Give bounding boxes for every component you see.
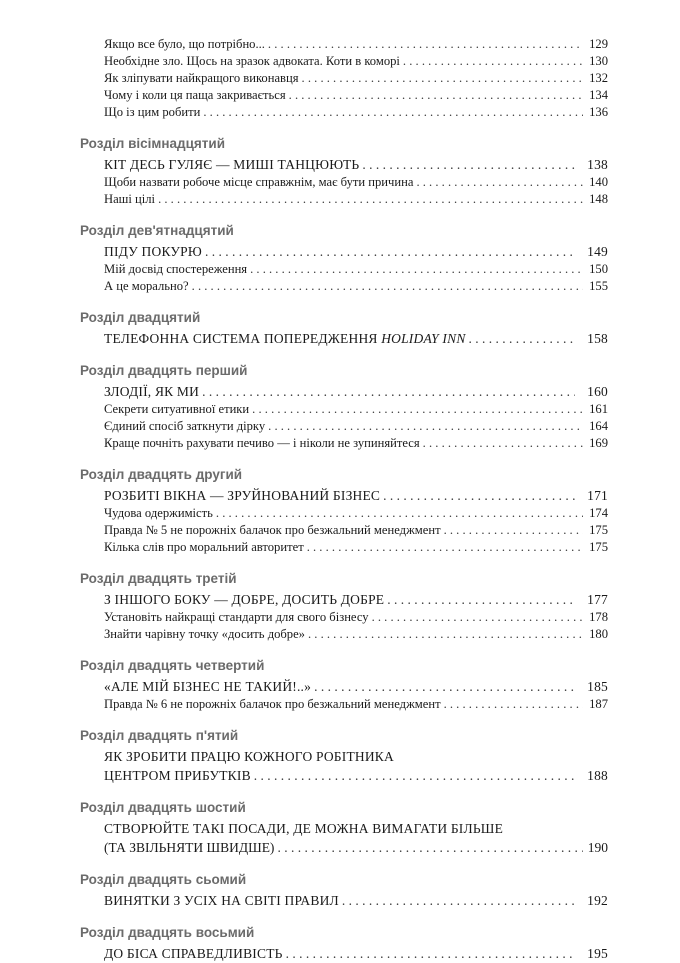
chapter-entry[interactable] bbox=[80, 677, 608, 696]
chapter-title: ПІДУ ПОКУРЮ bbox=[104, 244, 202, 259]
section-heading: Розділ двадцятий bbox=[80, 310, 201, 325]
dot-leader bbox=[314, 677, 575, 696]
section-heading: Розділ двадцять шостий bbox=[80, 800, 246, 815]
section-heading: Розділ вісімнадцятий bbox=[80, 136, 226, 151]
toc-entry[interactable] bbox=[80, 70, 608, 87]
chapter-entry[interactable] bbox=[80, 766, 608, 785]
entry-page: 180 bbox=[589, 627, 608, 641]
dot-leader bbox=[250, 261, 583, 278]
entry-page: 164 bbox=[589, 419, 608, 433]
dot-leader bbox=[158, 191, 583, 208]
entry-title: Секрети ситуативної етики bbox=[104, 402, 250, 416]
chapter-page: 188 bbox=[587, 768, 608, 783]
section-heading: Розділ двадцять п'ятий bbox=[80, 728, 239, 743]
entry-title: Необхідне зло. Щось на зразок адвоката. Коти в коморі bbox=[104, 54, 400, 68]
toc-entry[interactable] bbox=[80, 609, 608, 626]
chapter-entry[interactable] bbox=[80, 944, 608, 963]
section-heading: Розділ двадцять перший bbox=[80, 363, 248, 378]
chapter-title: РОЗБИТІ ВІКНА — ЗРУЙНОВАНИЙ БІЗНЕС bbox=[104, 488, 381, 503]
dot-leader bbox=[252, 401, 583, 418]
toc-entry[interactable] bbox=[80, 36, 608, 53]
dot-leader bbox=[192, 278, 583, 295]
chapter-title: «АЛЕ МІЙ БІЗНЕС НЕ ТАКИЙ!..» bbox=[104, 679, 312, 694]
chapter-entry[interactable] bbox=[80, 590, 608, 609]
chapter-page: 190 bbox=[587, 840, 608, 855]
chapter-title-line[interactable]: СТВОРЮЙТЕ ТАКІ ПОСАДИ, ДЕ МОЖНА ВИМАГАТИ БІЛЬШЕ bbox=[104, 821, 504, 836]
chapter-entry[interactable] bbox=[80, 242, 608, 261]
entry-title: Краще почніть рахувати печиво — і ніколи не зупиняйтеся bbox=[104, 436, 420, 450]
dot-leader bbox=[202, 382, 575, 401]
entry-page: 155 bbox=[589, 279, 608, 293]
entry-title: Якщо все було, що потрібно... bbox=[104, 37, 265, 51]
chapter-title: ЗЛОДІЇ, ЯК МИ bbox=[104, 384, 200, 399]
dot-leader bbox=[423, 435, 583, 452]
chapter-title-line[interactable]: ЯК ЗРОБИТИ ПРАЦЮ КОЖНОГО РОБІТНИКА bbox=[104, 749, 394, 764]
entry-page: 178 bbox=[589, 610, 608, 624]
section-heading: Розділ двадцять четвертий bbox=[80, 658, 265, 673]
entry-title: Кілька слів про моральний авторитет bbox=[104, 540, 304, 554]
entry-title: Мій досвід спостереження bbox=[104, 262, 248, 276]
entry-title: Правда № 5 не порожніх балачок про безжальний менеджмент bbox=[104, 523, 441, 537]
entry-page: 175 bbox=[589, 523, 608, 537]
chapter-title: ВИНЯТКИ З УСІХ НА СВІТІ ПРАВИЛ bbox=[104, 893, 339, 908]
toc-entry[interactable] bbox=[80, 505, 608, 522]
chapter-entry[interactable] bbox=[80, 891, 608, 910]
toc-entry[interactable] bbox=[80, 626, 608, 643]
entry-page: 130 bbox=[589, 54, 608, 68]
toc-entry[interactable] bbox=[80, 53, 608, 70]
toc-entry[interactable] bbox=[80, 174, 608, 191]
entry-page: 187 bbox=[589, 697, 608, 711]
dot-leader bbox=[307, 539, 583, 556]
dot-leader bbox=[383, 486, 575, 505]
chapter-title: КІТ ДЕСЬ ГУЛЯЄ — МИШІ ТАНЦЮЮТЬ bbox=[104, 157, 360, 172]
entry-page: 134 bbox=[589, 88, 608, 102]
entry-page: 174 bbox=[589, 506, 608, 520]
dot-leader bbox=[268, 418, 583, 435]
section-heading: Розділ дев'ятнадцятий bbox=[80, 223, 234, 238]
entry-title: Чудова одержимість bbox=[104, 506, 213, 520]
toc-entry[interactable] bbox=[80, 435, 608, 452]
toc-entry[interactable] bbox=[80, 401, 608, 418]
dot-leader bbox=[277, 838, 583, 857]
dot-leader bbox=[416, 174, 583, 191]
toc-entry[interactable] bbox=[80, 696, 608, 713]
dot-leader bbox=[387, 590, 575, 609]
dot-leader bbox=[444, 696, 583, 713]
entry-page: 129 bbox=[589, 37, 608, 51]
chapter-page: 185 bbox=[587, 679, 608, 694]
chapter-entry[interactable] bbox=[80, 486, 608, 505]
dot-leader bbox=[289, 87, 583, 104]
chapter-entry[interactable] bbox=[80, 329, 608, 348]
toc-entry[interactable] bbox=[80, 522, 608, 539]
toc-entry[interactable] bbox=[80, 87, 608, 104]
entry-title: Як зліпувати найкращого виконавця bbox=[104, 71, 299, 85]
dot-leader bbox=[372, 609, 583, 626]
dot-leader bbox=[469, 329, 575, 348]
chapter-page: 177 bbox=[587, 592, 608, 607]
table-of-contents bbox=[80, 36, 608, 963]
entry-title: Що із цим робити bbox=[104, 105, 201, 119]
toc-entry[interactable] bbox=[80, 278, 608, 295]
dot-leader bbox=[403, 53, 583, 70]
dot-leader bbox=[216, 505, 583, 522]
entry-page: 148 bbox=[589, 192, 608, 206]
entry-title: Знайти чарівну точку «досить добре» bbox=[104, 627, 305, 641]
chapter-title: (ТА ЗВІЛЬНЯТИ ШВИДШЕ) bbox=[104, 840, 275, 855]
chapter-page: 195 bbox=[587, 946, 608, 961]
dot-leader bbox=[205, 242, 575, 261]
section-heading: Розділ двадцять восьмий bbox=[80, 925, 255, 940]
dot-leader bbox=[286, 944, 575, 963]
toc-entry[interactable] bbox=[80, 104, 608, 121]
dot-leader bbox=[308, 626, 583, 643]
chapter-page: 158 bbox=[587, 331, 608, 346]
chapter-title: ЦЕНТРОМ ПРИБУТКІВ bbox=[104, 768, 251, 783]
entry-page: 161 bbox=[589, 402, 608, 416]
brand-name: HOLIDAY INN bbox=[381, 331, 466, 346]
chapter-entry[interactable] bbox=[80, 382, 608, 401]
toc-entry[interactable] bbox=[80, 418, 608, 435]
entry-title: А це морально? bbox=[104, 279, 189, 293]
dot-leader bbox=[342, 891, 575, 910]
chapter-entry[interactable] bbox=[80, 155, 608, 174]
entry-page: 132 bbox=[589, 71, 608, 85]
entry-title: Установіть найкращі стандарти для свого бізнесу bbox=[104, 610, 369, 624]
chapter-title bbox=[104, 329, 466, 348]
entry-title: Чому і коли ця паща закривається bbox=[104, 88, 286, 102]
dot-leader bbox=[362, 155, 575, 174]
entry-title: Щоби назвати робоче місце справжнім, має бути причина bbox=[104, 175, 414, 189]
section-heading: Розділ двадцять другий bbox=[80, 467, 243, 482]
dot-leader bbox=[268, 36, 583, 53]
chapter-page: 149 bbox=[587, 244, 608, 259]
dot-leader bbox=[302, 70, 583, 87]
section-heading: Розділ двадцять сьомий bbox=[80, 872, 247, 887]
entry-page: 136 bbox=[589, 105, 608, 119]
entry-page: 150 bbox=[589, 262, 608, 276]
chapter-page: 192 bbox=[587, 893, 608, 908]
chapter-title: ДО БІСА СПРАВЕДЛИВІСТЬ bbox=[104, 946, 283, 961]
chapter-entry[interactable] bbox=[80, 838, 608, 857]
entry-page: 140 bbox=[589, 175, 608, 189]
toc-entry[interactable] bbox=[80, 191, 608, 208]
entry-title: Наші цілі bbox=[104, 192, 156, 206]
toc-entry[interactable] bbox=[80, 539, 608, 556]
chapter-page: 171 bbox=[587, 488, 608, 503]
entry-page: 169 bbox=[589, 436, 608, 450]
section-heading: Розділ двадцять третій bbox=[80, 571, 237, 586]
dot-leader bbox=[203, 104, 583, 121]
chapter-page: 160 bbox=[587, 384, 608, 399]
entry-title: Єдиний спосіб заткнути дірку bbox=[104, 419, 266, 433]
chapter-title: З ІНШОГО БОКУ — ДОБРЕ, ДОСИТЬ ДОБРЕ bbox=[104, 592, 385, 607]
chapter-page: 138 bbox=[587, 157, 608, 172]
entry-title: Правда № 6 не порожніх балачок про безжальний менеджмент bbox=[104, 697, 441, 711]
entry-page: 175 bbox=[589, 540, 608, 554]
chapter-title-text: ТЕЛЕФОННА СИСТЕМА ПОПЕРЕДЖЕННЯ bbox=[104, 331, 378, 346]
dot-leader bbox=[254, 766, 575, 785]
toc-entry[interactable] bbox=[80, 261, 608, 278]
dot-leader bbox=[444, 522, 583, 539]
